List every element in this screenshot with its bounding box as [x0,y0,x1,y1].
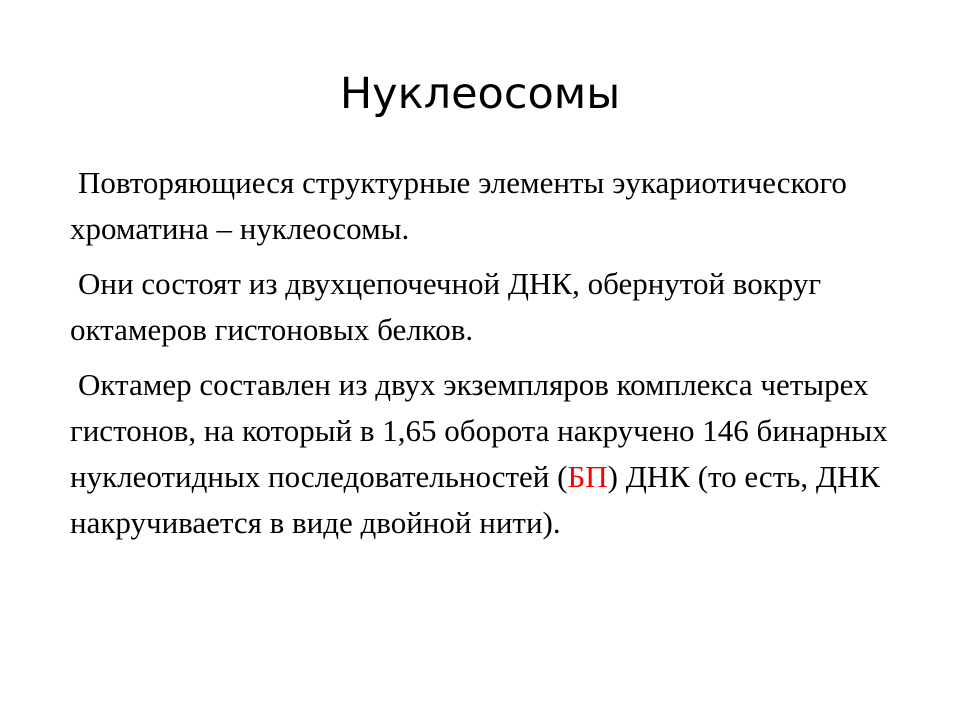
slide-title: Нуклеосомы [339,69,621,119]
octamer-text-before: Октамер составлен из двух экземпляров комплекса четырех гистонов, на который в 1,65 оборота накручено 146 бинарных нуклеотидных последовательностей ( [70,367,888,494]
paragraph-octamer-description [70,362,910,546]
octamer-text-after: ) ДНК (то есть, ДНК накручивается в виде двойной нити). [70,459,881,540]
paragraph-nucleosome-composition: Они состоят из двухцепочечной ДНК, обернутой вокруг октамеров гистоновых белков. [70,266,822,347]
slide-body [70,160,910,555]
paragraph-nucleosome-definition: Повторяющиеся структурные элементы эукариотического хроматина – нуклеосомы. [70,165,847,246]
base-pairs-abbreviation: БП [567,459,608,494]
